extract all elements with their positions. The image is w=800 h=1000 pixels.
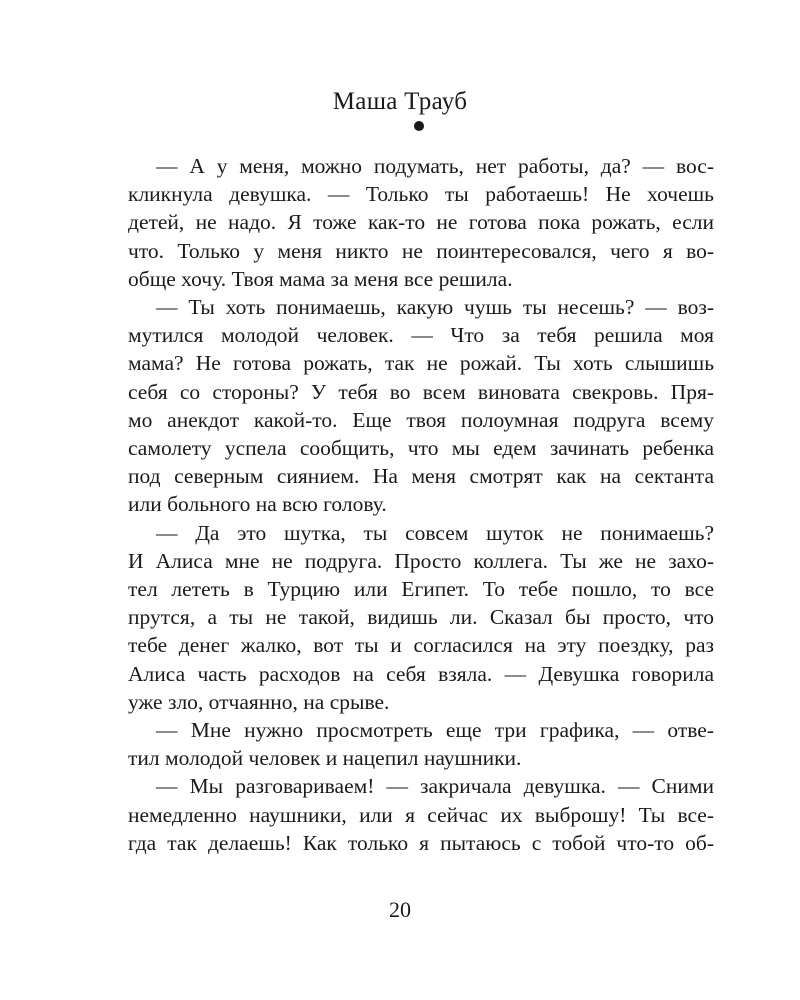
text-line: себя со стороны? У тебя во всем виновата свекровь. Пря- bbox=[128, 379, 714, 404]
text-line: — Мы разговариваем! — закричала девушка. — Сними bbox=[156, 774, 714, 799]
text-line: уже зло, отчаянно, на срыве. bbox=[128, 689, 390, 714]
text-line: мама? Не готова рожать, так не рожай. Ты хоть слышишь bbox=[128, 351, 714, 376]
text-line: — Да это шутка, ты совсем шуток не понимаешь? bbox=[156, 520, 714, 545]
text-line: тебе денег жалко, вот ты и согласился на эту поездку, раз bbox=[128, 633, 714, 658]
text-line: под северным сиянием. На меня смотрят как на сектанта bbox=[128, 464, 714, 489]
text-line: мо анекдот какой-то. Еще твоя полоумная подруга всему bbox=[128, 407, 714, 432]
text-line: — Мне нужно просмотреть еще три графика, — отве- bbox=[156, 718, 714, 743]
text-line: тел лететь в Турцию или Египет. То тебе пошло, то все bbox=[128, 577, 714, 602]
text-line: гда так делаешь! Как только я пытаюсь с тобой что-то об- bbox=[128, 830, 714, 855]
text-line: или больного на всю голову. bbox=[128, 492, 387, 517]
text-line: тил молодой человек и нацепил наушники. bbox=[128, 746, 522, 771]
page-number: 20 bbox=[389, 897, 411, 922]
text-line: мутился молодой человек. — Что за тебя решила моя bbox=[128, 323, 714, 348]
text-line: кликнула девушка. — Только ты работаешь! Не хочешь bbox=[128, 182, 714, 207]
text-line: немедленно наушники, или я сейчас их выброшу! Ты все- bbox=[128, 802, 714, 827]
running-head-author: Маша Трауб bbox=[332, 88, 468, 115]
text-line: что. Только у меня никто не поинтересовался, чего я во- bbox=[128, 238, 714, 263]
text-line: И Алиса мне не подруга. Просто коллега. Ты же не захо- bbox=[128, 548, 714, 573]
text-line: обще хочу. Твоя мама за меня все решила. bbox=[128, 266, 513, 291]
text-line: детей, не надо. Я тоже как-то не готова пока рожать, если bbox=[128, 210, 714, 235]
text-line: прутся, а ты не такой, видишь ли. Сказал бы просто, что bbox=[128, 605, 714, 630]
text-body bbox=[128, 152, 714, 857]
text-line: — А у меня, можно подумать, нет работы, да? — вос- bbox=[156, 154, 714, 178]
text-line: — Ты хоть понимаешь, какую чушь ты несешь? — воз- bbox=[156, 295, 714, 320]
bullet-ornament-icon bbox=[414, 121, 424, 131]
text-line: Алиса часть расходов на себя взяла. — Девушка говорила bbox=[128, 661, 714, 686]
text-line: самолету успела сообщить, что мы едем зачинать ребенка bbox=[128, 436, 714, 461]
